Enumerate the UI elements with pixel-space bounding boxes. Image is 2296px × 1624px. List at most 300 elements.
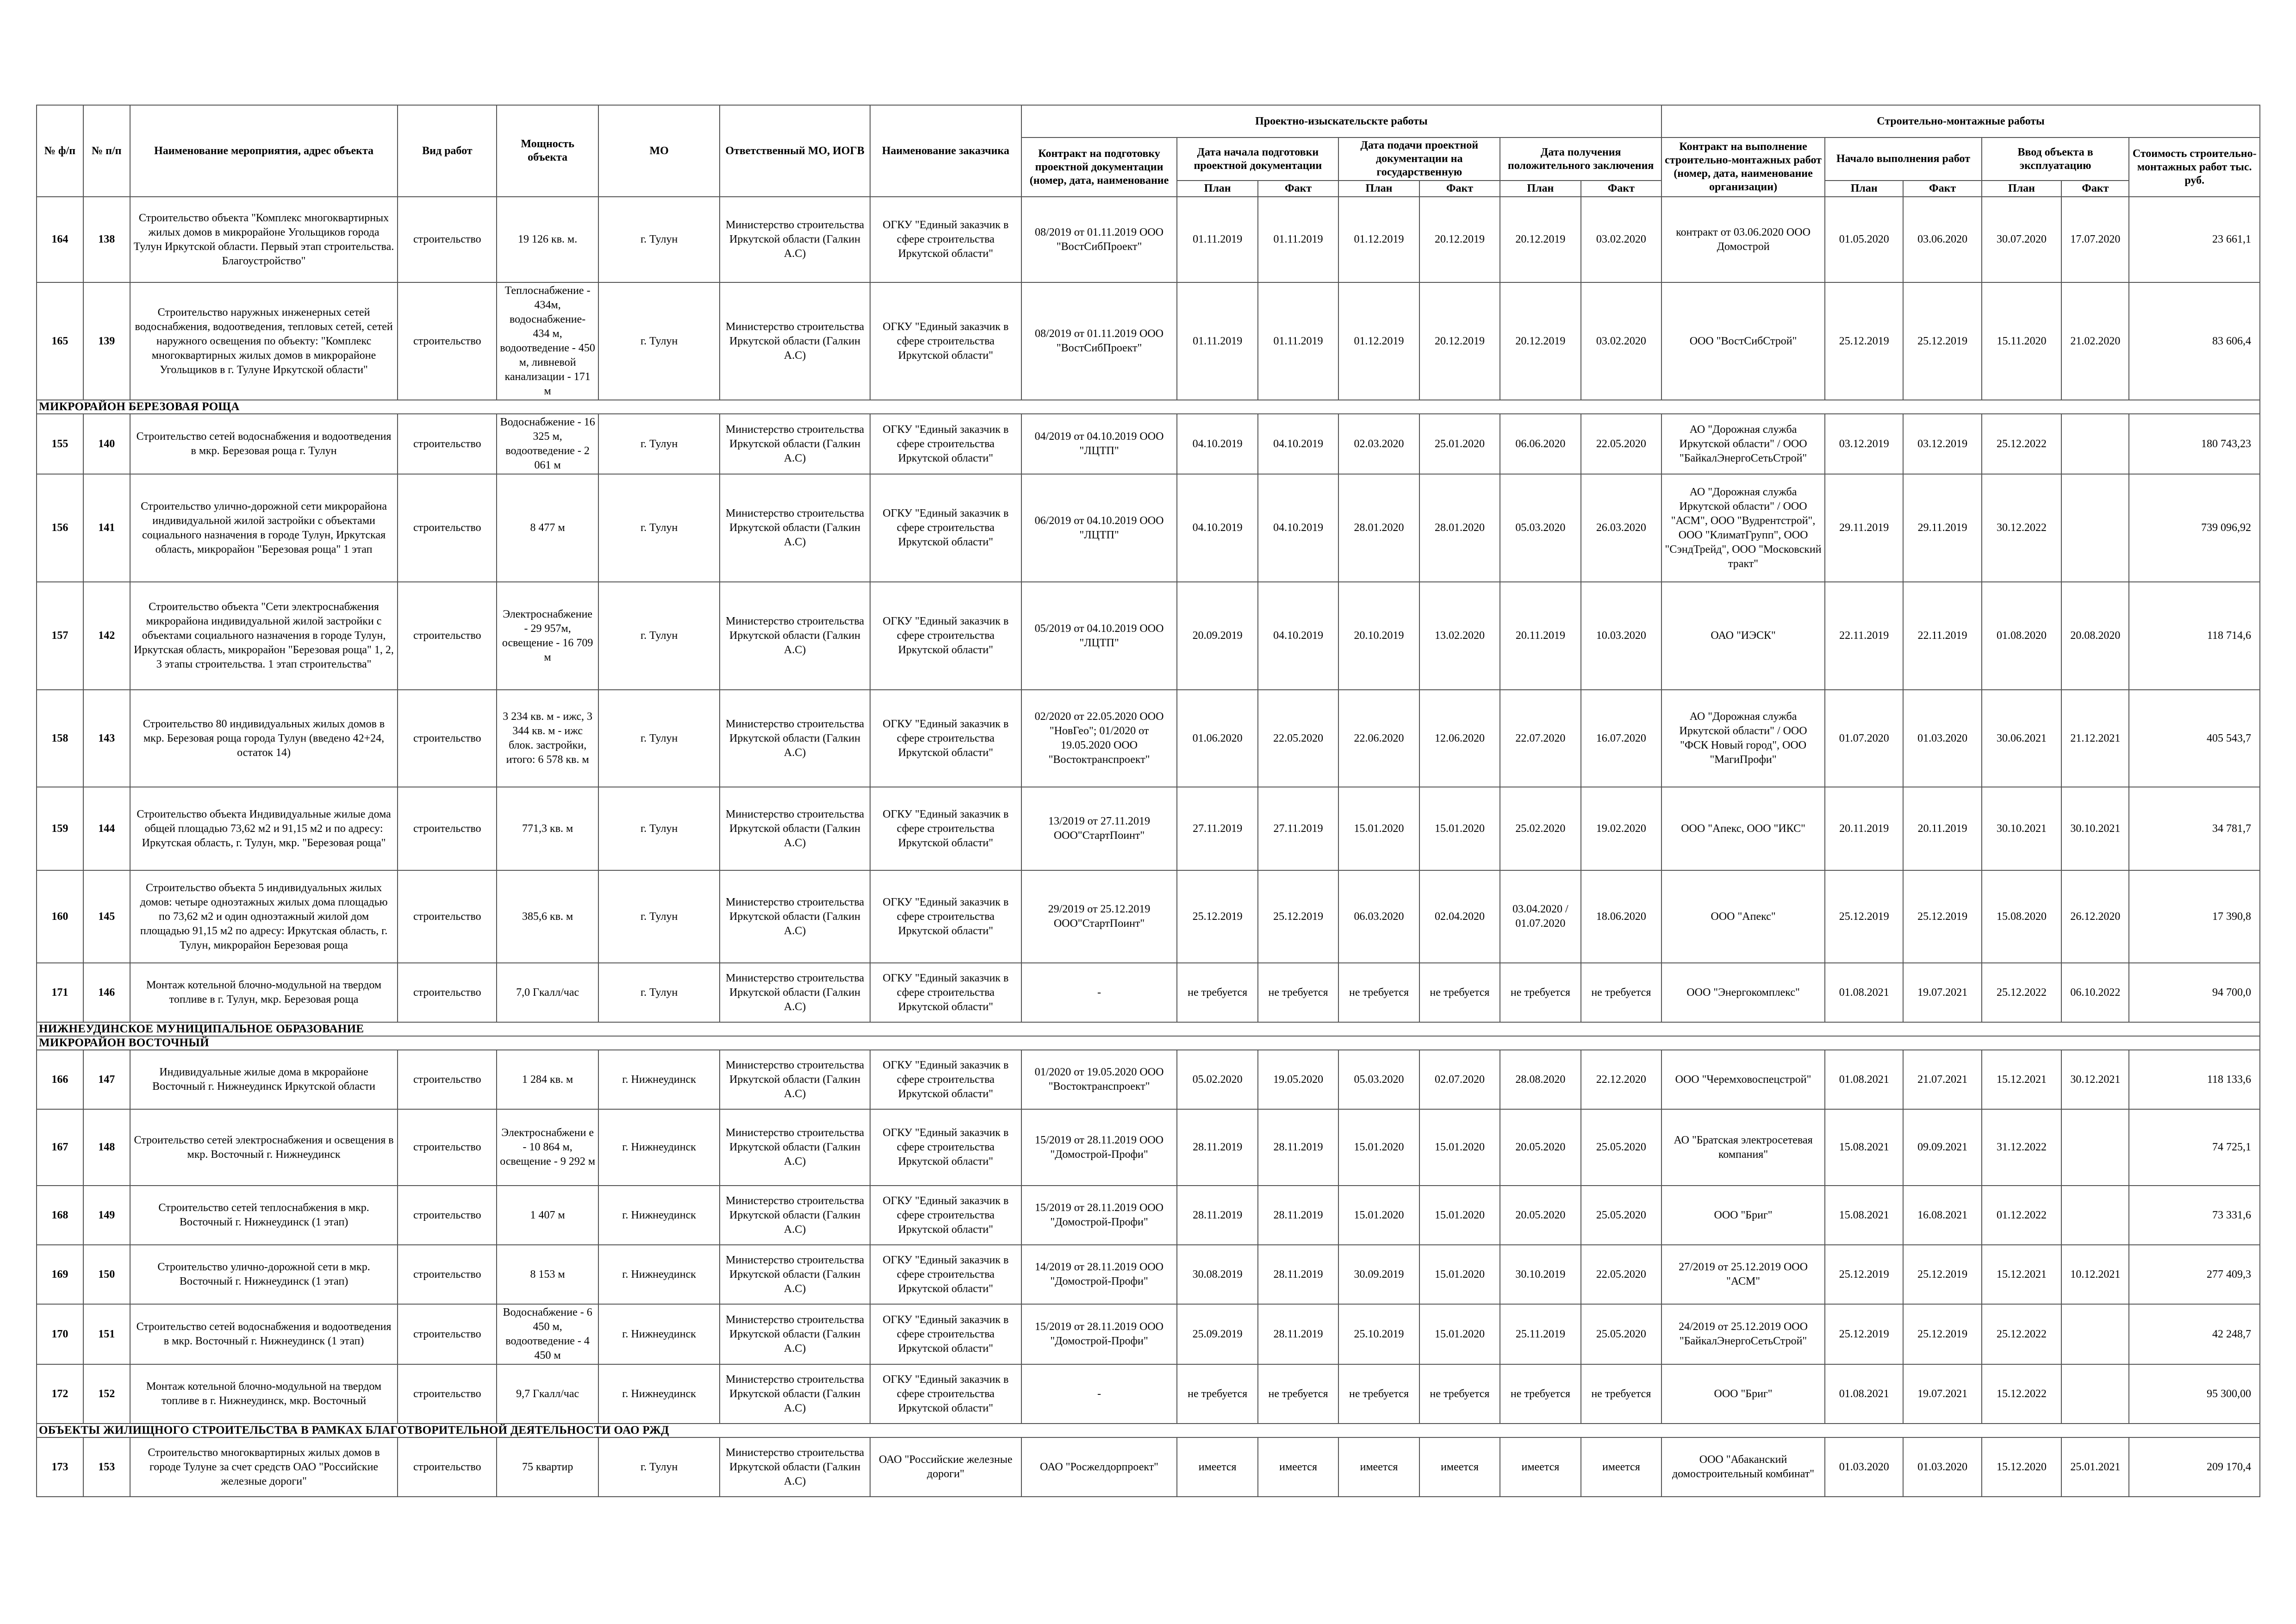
cell-name: Строительство 80 индивидуальных жилых домов в мкр. Березовая роща города Тулун (введено 42+24, остаток 14) <box>130 690 398 787</box>
cell-work-type: строительство <box>398 1109 497 1186</box>
header-design-start: Дата начала подготовки проектной документации <box>1177 137 1338 181</box>
cell-cost: 94 700,0 <box>2129 963 2260 1022</box>
cell-n-fp: 171 <box>37 963 83 1022</box>
cell-work-start-fact: 01.03.2020 <box>1903 1437 1981 1497</box>
header-construction-group: Строительно-монтажные работы <box>1661 105 2260 137</box>
cell-conclusion-plan: 05.03.2020 <box>1500 474 1580 582</box>
cell-work-type: строительство <box>398 197 497 282</box>
cell-n-pp: 144 <box>83 787 130 870</box>
cell-submit-plan: 01.12.2019 <box>1338 282 1419 400</box>
cell-submit-plan: имеется <box>1338 1437 1419 1497</box>
cell-work-start-fact: 19.07.2021 <box>1903 963 1981 1022</box>
cell-name: Монтаж котельной блочно-модульной на твердом топливе в г. Тулун, мкр. Березовая роща <box>130 963 398 1022</box>
cell-submit-plan: 15.01.2020 <box>1338 1186 1419 1245</box>
cell-design-contract: 05/2019 от 04.10.2019 ООО "ЛЦТП" <box>1021 582 1177 690</box>
cell-design-start-plan: 04.10.2019 <box>1177 474 1257 582</box>
cell-work-start-fact: 22.11.2019 <box>1903 582 1981 690</box>
cell-design-start-plan: 28.11.2019 <box>1177 1109 1257 1186</box>
cell-construction-contract: ООО "Черемховоспецстрой" <box>1661 1050 1825 1109</box>
cell-name: Строительство сетей водоснабжения и водоотведения в мкр. Березовая роща г. Тулун <box>130 414 398 474</box>
cell-responsible: Министерство строительства Иркутской области (Галкин А.С) <box>720 1109 870 1186</box>
table-row <box>37 870 2260 963</box>
cell-customer: ОГКУ "Единый заказчик в сфере строительства Иркутской области" <box>870 1050 1021 1109</box>
header-fact: Факт <box>1258 181 1338 197</box>
cell-customer: ОГКУ "Единый заказчик в сфере строительства Иркутской области" <box>870 787 1021 870</box>
cell-conclusion-fact: 25.05.2020 <box>1581 1304 1661 1364</box>
cell-n-fp: 167 <box>37 1109 83 1186</box>
cell-capacity: 3 234 кв. м - ижс, 3 344 кв. м - ижс блок. застройки, итого: 6 578 кв. м <box>497 690 598 787</box>
cell-submit-fact: 13.02.2020 <box>1419 582 1500 690</box>
cell-mo: г. Нижнеудинск <box>598 1186 720 1245</box>
cell-commissioning-fact <box>2061 474 2129 582</box>
cell-design-start-plan: 30.08.2019 <box>1177 1245 1257 1304</box>
cell-work-start-plan: 22.11.2019 <box>1825 582 1903 690</box>
cell-design-start-fact: 01.11.2019 <box>1258 197 1338 282</box>
cell-n-fp: 156 <box>37 474 83 582</box>
cell-conclusion-plan: 20.11.2019 <box>1500 582 1580 690</box>
cell-n-fp: 158 <box>37 690 83 787</box>
cell-n-pp: 147 <box>83 1050 130 1109</box>
cell-responsible: Министерство строительства Иркутской области (Галкин А.С) <box>720 1050 870 1109</box>
cell-cost: 95 300,00 <box>2129 1364 2260 1424</box>
cell-commissioning-fact <box>2061 1304 2129 1364</box>
cell-conclusion-plan: 20.12.2019 <box>1500 197 1580 282</box>
cell-cost: 74 725,1 <box>2129 1109 2260 1186</box>
cell-work-type: строительство <box>398 690 497 787</box>
cell-construction-contract: ООО "Бриг" <box>1661 1186 1825 1245</box>
cell-submit-plan: 02.03.2020 <box>1338 414 1419 474</box>
cell-conclusion-fact: 22.05.2020 <box>1581 1245 1661 1304</box>
cell-name: Строительство объекта "Сети электроснабжения микрорайона индивидуальной жилой застройки с объектами социального назначения в городе Тулун, Иркутская область, микрорайон "Березовая роща" 1, 2, 3 этапы строительства. 1 этап строительства" <box>130 582 398 690</box>
cell-capacity: Водоснабжение - 16 325 м, водоотведение - 2 061 м <box>497 414 598 474</box>
cell-work-type: строительство <box>398 474 497 582</box>
cell-submit-plan: 05.03.2020 <box>1338 1050 1419 1109</box>
cell-commissioning-fact: 30.10.2021 <box>2061 787 2129 870</box>
cell-n-fp: 173 <box>37 1437 83 1497</box>
table-row <box>37 414 2260 474</box>
cell-capacity: 75 квартир <box>497 1437 598 1497</box>
cell-work-start-fact: 21.07.2021 <box>1903 1050 1981 1109</box>
cell-submit-fact: имеется <box>1419 1437 1500 1497</box>
cell-n-pp: 149 <box>83 1186 130 1245</box>
cell-design-start-fact: 22.05.2020 <box>1258 690 1338 787</box>
table-body <box>37 197 2260 1497</box>
table-row <box>37 1364 2260 1424</box>
cell-submit-fact: 12.06.2020 <box>1419 690 1500 787</box>
cell-cost: 405 543,7 <box>2129 690 2260 787</box>
cell-work-start-plan: 01.03.2020 <box>1825 1437 1903 1497</box>
cell-design-start-plan: 25.09.2019 <box>1177 1304 1257 1364</box>
cell-cost: 17 390,8 <box>2129 870 2260 963</box>
cell-work-start-fact: 03.06.2020 <box>1903 197 1981 282</box>
cell-commissioning-fact: 17.07.2020 <box>2061 197 2129 282</box>
cell-design-start-fact: 01.11.2019 <box>1258 282 1338 400</box>
cell-work-start-fact: 25.12.2019 <box>1903 870 1981 963</box>
section-label: МИКРОРАЙОН БЕРЕЗОВАЯ РОЩА <box>37 400 2260 414</box>
cell-work-start-fact: 25.12.2019 <box>1903 1304 1981 1364</box>
cell-work-start-plan: 25.12.2019 <box>1825 1245 1903 1304</box>
cell-commissioning-fact: 21.02.2020 <box>2061 282 2129 400</box>
cell-responsible: Министерство строительства Иркутской области (Галкин А.С) <box>720 1304 870 1364</box>
cell-work-start-fact: 01.03.2020 <box>1903 690 1981 787</box>
cell-construction-contract: 24/2019 от 25.12.2019 ООО "БайкалЭнергоСетьСтрой" <box>1661 1304 1825 1364</box>
table-row <box>37 197 2260 282</box>
cell-commissioning-plan: 30.12.2022 <box>1982 474 2061 582</box>
table-row <box>37 1245 2260 1304</box>
cell-mo: г. Тулун <box>598 787 720 870</box>
cell-work-type: строительство <box>398 1050 497 1109</box>
cell-work-start-plan: 01.08.2021 <box>1825 963 1903 1022</box>
cell-work-type: строительство <box>398 1186 497 1245</box>
header-design-contract: Контракт на подготовку проектной документации (номер, дата, наименование <box>1021 137 1177 197</box>
cell-work-start-plan: 01.08.2021 <box>1825 1050 1903 1109</box>
cell-mo: г. Нижнеудинск <box>598 1364 720 1424</box>
cell-conclusion-fact: 22.12.2020 <box>1581 1050 1661 1109</box>
header-commissioning: Ввод объекта в эксплуатацию <box>1982 137 2129 181</box>
cell-work-type: строительство <box>398 1437 497 1497</box>
cell-name: Монтаж котельной блочно-модульной на твердом топливе в г. Нижнеудинск, мкр. Восточный <box>130 1364 398 1424</box>
cell-commissioning-fact: 06.10.2022 <box>2061 963 2129 1022</box>
header-fact: Факт <box>2061 181 2129 197</box>
cell-work-start-fact: 09.09.2021 <box>1903 1109 1981 1186</box>
cell-submit-plan: 25.10.2019 <box>1338 1304 1419 1364</box>
cell-commissioning-fact: 10.12.2021 <box>2061 1245 2129 1304</box>
cell-design-contract: 08/2019 от 01.11.2019 ООО "ВостСибПроект" <box>1021 282 1177 400</box>
cell-n-fp: 169 <box>37 1245 83 1304</box>
cell-commissioning-fact: 26.12.2020 <box>2061 870 2129 963</box>
cell-responsible: Министерство строительства Иркутской области (Галкин А.С) <box>720 197 870 282</box>
cell-work-start-fact: 16.08.2021 <box>1903 1186 1981 1245</box>
cell-commissioning-plan: 15.08.2020 <box>1982 870 2061 963</box>
cell-name: Строительство наружных инженерных сетей водоснабжения, водоотведения, тепловых сетей, сетей наружного освещения по объекту: "Комплекс многоквартирных жилых домов в микрорайоне Угольщиков в г. Тулуне Иркутской области" <box>130 282 398 400</box>
cell-responsible: Министерство строительства Иркутской области (Галкин А.С) <box>720 474 870 582</box>
cell-commissioning-plan: 30.07.2020 <box>1982 197 2061 282</box>
cell-construction-contract: АО "Дорожная служба Иркутской области" / ООО "БайкалЭнергоСетьСтрой" <box>1661 414 1825 474</box>
cell-work-start-plan: 01.05.2020 <box>1825 197 1903 282</box>
cell-mo: г. Тулун <box>598 963 720 1022</box>
cell-capacity: 8 477 м <box>497 474 598 582</box>
header-n-pp: № п/п <box>83 105 130 197</box>
cell-conclusion-fact: 16.07.2020 <box>1581 690 1661 787</box>
cell-design-contract: 04/2019 от 04.10.2019 ООО "ЛЦТП" <box>1021 414 1177 474</box>
cell-submit-fact: 15.01.2020 <box>1419 1109 1500 1186</box>
cell-capacity: 19 126 кв. м. <box>497 197 598 282</box>
section-label: НИЖНЕУДИНСКОЕ МУНИЦИПАЛЬНОЕ ОБРАЗОВАНИЕ <box>37 1022 2260 1036</box>
table-row <box>37 1437 2260 1497</box>
cell-name: Строительство сетей электроснабжения и освещения в мкр. Восточный г. Нижнеудинск <box>130 1109 398 1186</box>
cell-capacity: 9,7 Гкалл/час <box>497 1364 598 1424</box>
table-row <box>37 474 2260 582</box>
cell-construction-contract: ООО "Энергокомплекс" <box>1661 963 1825 1022</box>
cell-design-start-fact: 28.11.2019 <box>1258 1245 1338 1304</box>
cell-commissioning-fact <box>2061 1364 2129 1424</box>
cell-mo: г. Нижнеудинск <box>598 1245 720 1304</box>
cell-n-pp: 142 <box>83 582 130 690</box>
cell-submit-plan: 20.10.2019 <box>1338 582 1419 690</box>
cell-design-contract: - <box>1021 1364 1177 1424</box>
cell-conclusion-fact: 25.05.2020 <box>1581 1109 1661 1186</box>
cell-commissioning-fact <box>2061 1109 2129 1186</box>
cell-work-type: строительство <box>398 1364 497 1424</box>
header-plan: План <box>1500 181 1580 197</box>
cell-responsible: Министерство строительства Иркутской области (Галкин А.С) <box>720 1364 870 1424</box>
header-fact: Факт <box>1419 181 1500 197</box>
cell-name: Строительство сетей водоснабжения и водоотведения в мкр. Восточный г. Нижнеудинск (1 этап) <box>130 1304 398 1364</box>
cell-submit-plan: 28.01.2020 <box>1338 474 1419 582</box>
table-row <box>37 1109 2260 1186</box>
cell-work-type: строительство <box>398 1245 497 1304</box>
construction-report-table <box>36 105 2260 1497</box>
cell-submit-fact: 15.01.2020 <box>1419 1245 1500 1304</box>
cell-construction-contract: АО "Братская электросетевая компания" <box>1661 1109 1825 1186</box>
cell-capacity: Водоснабжение - 6 450 м, водоотведение - 4 450 м <box>497 1304 598 1364</box>
cell-construction-contract: 27/2019 от 25.12.2019 ООО "АСМ" <box>1661 1245 1825 1304</box>
cell-n-fp: 170 <box>37 1304 83 1364</box>
cell-submit-fact: 20.12.2019 <box>1419 197 1500 282</box>
cell-n-fp: 155 <box>37 414 83 474</box>
cell-commissioning-plan: 15.12.2022 <box>1982 1364 2061 1424</box>
cell-n-pp: 145 <box>83 870 130 963</box>
cell-work-start-fact: 20.11.2019 <box>1903 787 1981 870</box>
cell-construction-contract: ООО "Апекс" <box>1661 870 1825 963</box>
cell-conclusion-fact: не требуется <box>1581 1364 1661 1424</box>
header-cost: Стоимость строительно-монтажных работ тыс. руб. <box>2129 137 2260 197</box>
cell-design-start-plan: 01.11.2019 <box>1177 197 1257 282</box>
cell-responsible: Министерство строительства Иркутской области (Галкин А.С) <box>720 870 870 963</box>
header-customer: Наименование заказчика <box>870 105 1021 197</box>
cell-submit-fact: 15.01.2020 <box>1419 787 1500 870</box>
cell-design-start-plan: 01.06.2020 <box>1177 690 1257 787</box>
cell-cost: 118 133,6 <box>2129 1050 2260 1109</box>
cell-submit-fact: не требуется <box>1419 963 1500 1022</box>
cell-name: Строительство улично-дорожной сети в мкр. Восточный г. Нижнеудинск (1 этап) <box>130 1245 398 1304</box>
cell-cost: 739 096,92 <box>2129 474 2260 582</box>
header-plan: План <box>1825 181 1903 197</box>
cell-n-fp: 172 <box>37 1364 83 1424</box>
cell-design-contract: ОАО "Росжелдорпроект" <box>1021 1437 1177 1497</box>
cell-conclusion-plan: 25.02.2020 <box>1500 787 1580 870</box>
cell-work-type: строительство <box>398 282 497 400</box>
header-responsible: Ответственный МО, ИОГВ <box>720 105 870 197</box>
table-row <box>37 282 2260 400</box>
cell-mo: г. Тулун <box>598 414 720 474</box>
cell-commissioning-plan: 15.11.2020 <box>1982 282 2061 400</box>
cell-customer: ОГКУ "Единый заказчик в сфере строительства Иркутской области" <box>870 1186 1021 1245</box>
cell-name: Строительство многоквартирных жилых домов в городе Тулуне за счет средств ОАО "Российские железные дороги" <box>130 1437 398 1497</box>
cell-design-contract: 15/2019 от 28.11.2019 ООО "Домострой-Профи" <box>1021 1186 1177 1245</box>
cell-customer: ОГКУ "Единый заказчик в сфере строительства Иркутской области" <box>870 870 1021 963</box>
cell-cost: 180 743,23 <box>2129 414 2260 474</box>
cell-commissioning-plan: 25.12.2022 <box>1982 1304 2061 1364</box>
cell-work-start-plan: 25.12.2019 <box>1825 870 1903 963</box>
cell-work-start-plan: 25.12.2019 <box>1825 282 1903 400</box>
cell-work-start-fact: 19.07.2021 <box>1903 1364 1981 1424</box>
cell-design-start-plan: не требуется <box>1177 1364 1257 1424</box>
cell-customer: ОГКУ "Единый заказчик в сфере строительства Иркутской области" <box>870 690 1021 787</box>
cell-mo: г. Тулун <box>598 474 720 582</box>
table-header <box>37 105 2260 197</box>
cell-responsible: Министерство строительства Иркутской области (Галкин А.С) <box>720 582 870 690</box>
cell-submit-plan: 15.01.2020 <box>1338 1109 1419 1186</box>
cell-responsible: Министерство строительства Иркутской области (Галкин А.С) <box>720 1186 870 1245</box>
cell-capacity: Электроснабжение - 29 957м, освещение - 16 709 м <box>497 582 598 690</box>
cell-commissioning-plan: 15.12.2021 <box>1982 1050 2061 1109</box>
table-row <box>37 963 2260 1022</box>
cell-work-start-plan: 20.11.2019 <box>1825 787 1903 870</box>
header-work-type: Вид работ <box>398 105 497 197</box>
header-design-group: Проектно-изыскательсктe работы <box>1021 105 1661 137</box>
cell-conclusion-plan: 22.07.2020 <box>1500 690 1580 787</box>
cell-work-type: строительство <box>398 582 497 690</box>
cell-customer: ОГКУ "Единый заказчик в сфере строительства Иркутской области" <box>870 1109 1021 1186</box>
header-capacity: Мощность объекта <box>497 105 598 197</box>
cell-cost: 42 248,7 <box>2129 1304 2260 1364</box>
cell-design-start-plan: 01.11.2019 <box>1177 282 1257 400</box>
cell-work-type: строительство <box>398 787 497 870</box>
cell-construction-contract: ООО "Апекс, ООО "ИКС" <box>1661 787 1825 870</box>
cell-mo: г. Нижнеудинск <box>598 1050 720 1109</box>
cell-commissioning-plan: 01.08.2020 <box>1982 582 2061 690</box>
cell-commissioning-fact: 25.01.2021 <box>2061 1437 2129 1497</box>
cell-n-fp: 160 <box>37 870 83 963</box>
cell-n-pp: 152 <box>83 1364 130 1424</box>
cell-mo: г. Тулун <box>598 282 720 400</box>
cell-submit-fact: 02.04.2020 <box>1419 870 1500 963</box>
header-plan: План <box>1982 181 2061 197</box>
cell-capacity: 385,6 кв. м <box>497 870 598 963</box>
cell-mo: г. Тулун <box>598 197 720 282</box>
cell-mo: г. Тулун <box>598 870 720 963</box>
cell-submit-fact: 15.01.2020 <box>1419 1304 1500 1364</box>
cell-conclusion-fact: 19.02.2020 <box>1581 787 1661 870</box>
cell-n-pp: 140 <box>83 414 130 474</box>
cell-capacity: 1 284 кв. м <box>497 1050 598 1109</box>
cell-design-contract: 06/2019 от 04.10.2019 ООО "ЛЦТП" <box>1021 474 1177 582</box>
cell-cost: 73 331,6 <box>2129 1186 2260 1245</box>
cell-conclusion-plan: 06.06.2020 <box>1500 414 1580 474</box>
cell-design-start-fact: 27.11.2019 <box>1258 787 1338 870</box>
header-work-start: Начало выполнения работ <box>1825 137 1982 181</box>
cell-n-fp: 168 <box>37 1186 83 1245</box>
cell-design-contract: 01/2020 от 19.05.2020 ООО "Востоктранспроект" <box>1021 1050 1177 1109</box>
cell-name: Индивидуальные жилые дома в мкрорайоне Восточный г. Нижнеудинск Иркутской области <box>130 1050 398 1109</box>
cell-submit-plan: не требуется <box>1338 963 1419 1022</box>
cell-conclusion-fact: не требуется <box>1581 963 1661 1022</box>
cell-work-start-plan: 03.12.2019 <box>1825 414 1903 474</box>
cell-n-fp: 166 <box>37 1050 83 1109</box>
cell-submit-fact: 28.01.2020 <box>1419 474 1500 582</box>
header-fact: Факт <box>1903 181 1981 197</box>
cell-n-pp: 143 <box>83 690 130 787</box>
cell-n-pp: 150 <box>83 1245 130 1304</box>
cell-conclusion-plan: имеется <box>1500 1437 1580 1497</box>
cell-responsible: Министерство строительства Иркутской области (Галкин А.С) <box>720 963 870 1022</box>
cell-n-pp: 148 <box>83 1109 130 1186</box>
cell-design-start-fact: 28.11.2019 <box>1258 1109 1338 1186</box>
cell-commissioning-plan: 25.12.2022 <box>1982 963 2061 1022</box>
cell-customer: ОГКУ "Единый заказчик в сфере строительства Иркутской области" <box>870 414 1021 474</box>
cell-name: Строительство сетей теплоснабжения в мкр. Восточный г. Нижнеудинск (1 этап) <box>130 1186 398 1245</box>
header-construction-contract: Контракт на выполнение строительно-монтажных работ (номер, дата, наименование организации) <box>1661 137 1825 197</box>
cell-mo: г. Тулун <box>598 582 720 690</box>
cell-submit-plan: 15.01.2020 <box>1338 787 1419 870</box>
cell-design-contract: 13/2019 от 27.11.2019 ООО"СтартПоинт" <box>1021 787 1177 870</box>
cell-n-pp: 151 <box>83 1304 130 1364</box>
section-label: ОБЪЕКТЫ ЖИЛИЩНОГО СТРОИТЕЛЬСТВА В РАМКАХ БЛАГОТВОРИТЕЛЬНОЙ ДЕЯТЕЛЬНОСТИ ОАО РЖД <box>37 1424 2260 1437</box>
cell-customer: ОГКУ "Единый заказчик в сфере строительства Иркутской области" <box>870 474 1021 582</box>
section-row <box>37 1036 2260 1050</box>
cell-work-start-plan: 29.11.2019 <box>1825 474 1903 582</box>
cell-commissioning-plan: 01.12.2022 <box>1982 1186 2061 1245</box>
cell-design-start-fact: 04.10.2019 <box>1258 582 1338 690</box>
cell-n-pp: 146 <box>83 963 130 1022</box>
cell-mo: г. Тулун <box>598 1437 720 1497</box>
cell-name: Строительство объекта "Комплекс многоквартирных жилых домов в микрорайоне Угольщиков города Тулун Иркутской области. Первый этап строительства. Благоустройство" <box>130 197 398 282</box>
cell-mo: г. Нижнеудинск <box>598 1304 720 1364</box>
cell-design-start-fact: не требуется <box>1258 1364 1338 1424</box>
cell-mo: г. Тулун <box>598 690 720 787</box>
cell-customer: ОГКУ "Единый заказчик в сфере строительства Иркутской области" <box>870 1364 1021 1424</box>
cell-design-contract: 15/2019 от 28.11.2019 ООО "Домострой-Профи" <box>1021 1109 1177 1186</box>
cell-commissioning-plan: 25.12.2022 <box>1982 414 2061 474</box>
cell-capacity: Теплоснабжение - 434м, водоснабжение- 434 м, водоотведение - 450 м, ливневой канализации - 171 м <box>497 282 598 400</box>
cell-conclusion-plan: не требуется <box>1500 1364 1580 1424</box>
cell-submit-fact: 02.07.2020 <box>1419 1050 1500 1109</box>
table-row <box>37 582 2260 690</box>
cell-conclusion-fact: 22.05.2020 <box>1581 414 1661 474</box>
cell-customer: ОГКУ "Единый заказчик в сфере строительства Иркутской области" <box>870 1245 1021 1304</box>
cell-cost: 34 781,7 <box>2129 787 2260 870</box>
cell-conclusion-plan: 28.08.2020 <box>1500 1050 1580 1109</box>
cell-conclusion-plan: 20.05.2020 <box>1500 1186 1580 1245</box>
cell-conclusion-fact: 26.03.2020 <box>1581 474 1661 582</box>
cell-design-start-fact: имеется <box>1258 1437 1338 1497</box>
cell-name: Строительство объекта Индивидуальные жилые дома общей площадью 73,62 м2 и 91,15 м2 и по адресу: Иркутская область, г. Тулун, мкр. "Березовая роща" <box>130 787 398 870</box>
cell-responsible: Министерство строительства Иркутской области (Галкин А.С) <box>720 282 870 400</box>
cell-construction-contract: контракт от 03.06.2020 ООО Домострой <box>1661 197 1825 282</box>
cell-conclusion-fact: 18.06.2020 <box>1581 870 1661 963</box>
cell-submit-plan: 01.12.2019 <box>1338 197 1419 282</box>
cell-customer: ОГКУ "Единый заказчик в сфере строительства Иркутской области" <box>870 197 1021 282</box>
cell-capacity: Электроснабжени е - 10 864 м, освещение - 9 292 м <box>497 1109 598 1186</box>
cell-work-type: строительство <box>398 963 497 1022</box>
header-plan: План <box>1177 181 1257 197</box>
cell-work-type: строительство <box>398 414 497 474</box>
cell-conclusion-fact: 03.02.2020 <box>1581 197 1661 282</box>
cell-design-start-plan: 20.09.2019 <box>1177 582 1257 690</box>
cell-construction-contract: АО "Дорожная служба Иркутской области" / ООО "ФСК Новый город", ООО "МагиПрофи" <box>1661 690 1825 787</box>
cell-work-start-plan: 15.08.2021 <box>1825 1109 1903 1186</box>
cell-commissioning-plan: 15.12.2021 <box>1982 1245 2061 1304</box>
cell-responsible: Министерство строительства Иркутской области (Галкин А.С) <box>720 414 870 474</box>
header-plan: План <box>1338 181 1419 197</box>
header-positive-conclusion: Дата получения положительного заключения <box>1500 137 1661 181</box>
cell-cost: 23 661,1 <box>2129 197 2260 282</box>
cell-conclusion-fact: 25.05.2020 <box>1581 1186 1661 1245</box>
cell-design-start-plan: 27.11.2019 <box>1177 787 1257 870</box>
table-row <box>37 1186 2260 1245</box>
cell-work-start-fact: 25.12.2019 <box>1903 282 1981 400</box>
cell-n-fp: 159 <box>37 787 83 870</box>
cell-submit-plan: 22.06.2020 <box>1338 690 1419 787</box>
cell-construction-contract: АО "Дорожная служба Иркутской области" / ООО "АСМ", ООО "Вудрентстрой", ООО "КлиматГрупп", ООО "СэндТрейд", ООО "Московский тракт" <box>1661 474 1825 582</box>
cell-design-start-plan: 04.10.2019 <box>1177 414 1257 474</box>
cell-conclusion-plan: 25.11.2019 <box>1500 1304 1580 1364</box>
table-row <box>37 690 2260 787</box>
cell-submit-fact: 25.01.2020 <box>1419 414 1500 474</box>
table-row <box>37 787 2260 870</box>
section-row <box>37 400 2260 414</box>
